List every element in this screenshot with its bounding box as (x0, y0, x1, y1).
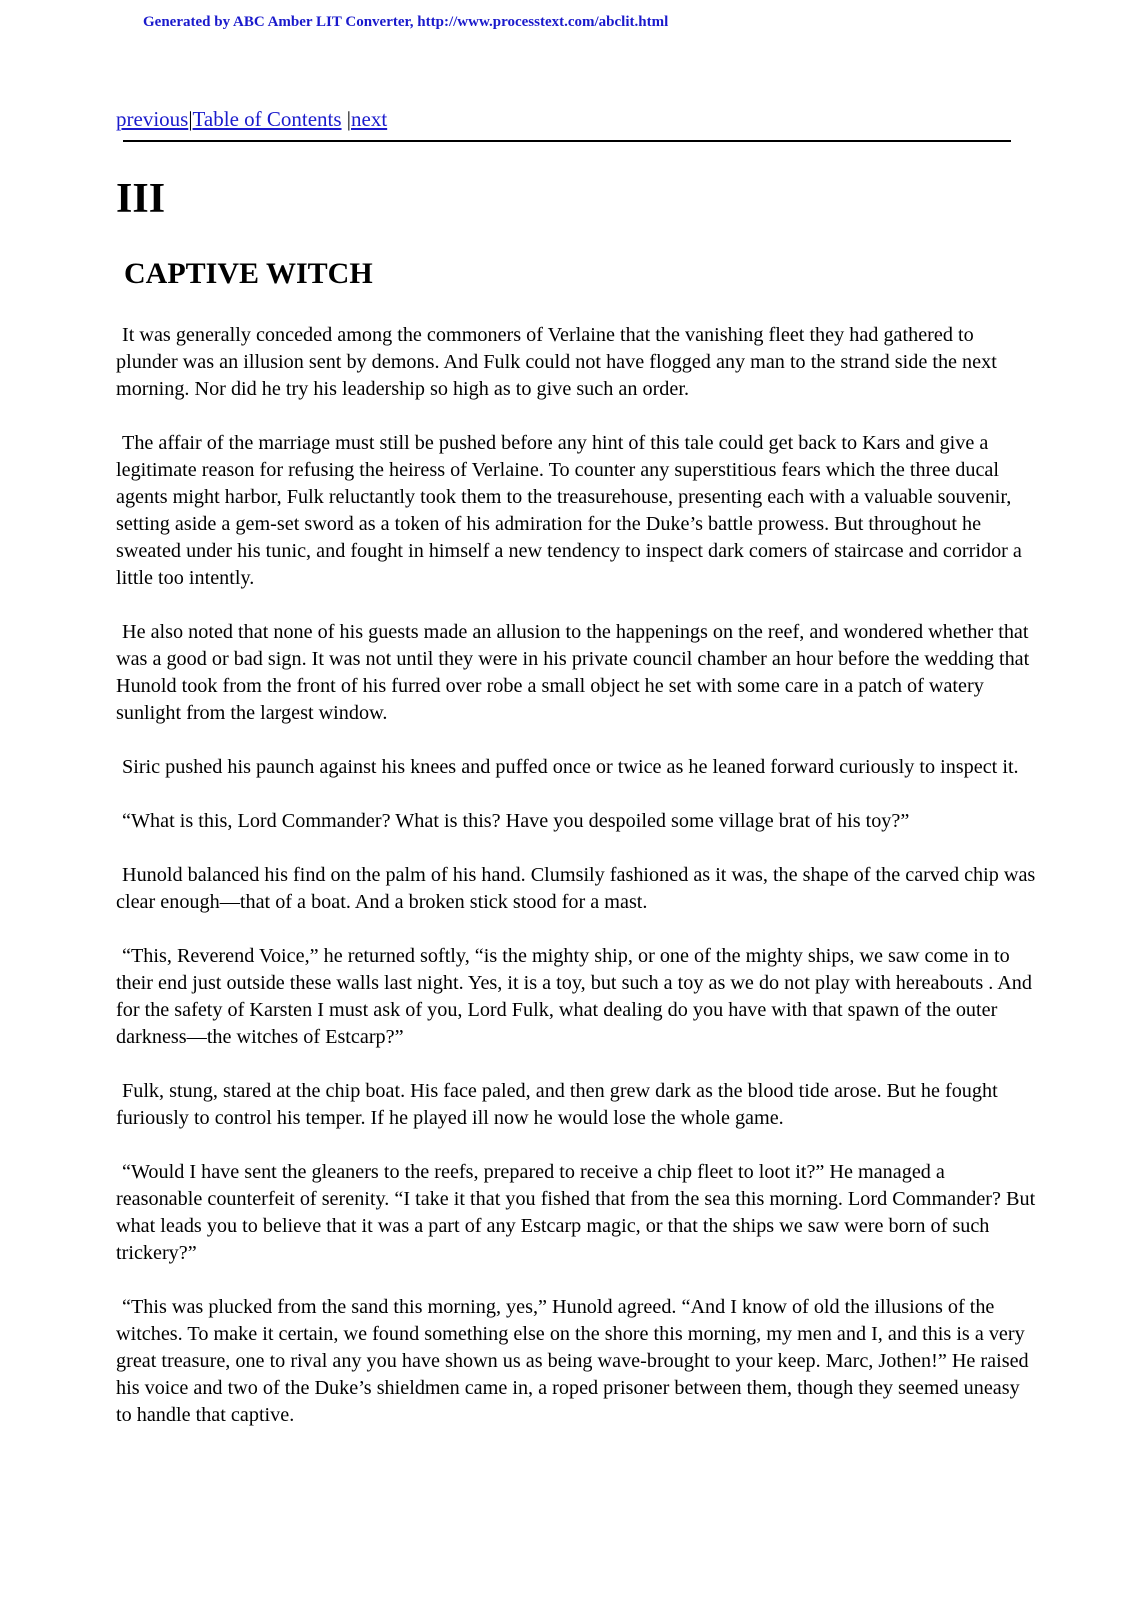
paragraph: “This, Reverend Voice,” he returned softly, “is the mighty ship, or one of the mighty ships, we saw come in to their end just outside these walls last night. Yes, it is a toy, but such a toy as we do not play with hereabouts . And for the safety of Karsten I must ask of you, Lord Fulk, what dealing do you have with that spawn of the outer darkness—the witches of Estcarp?” (116, 945, 1032, 1048)
horizontal-rule (123, 140, 1011, 142)
paragraph: Fulk, stung, stared at the chip boat. His face paled, and then grew dark as the blood tide arose. But he fought furiously to control his temper. If he played ill now he would lose the whole game. (116, 1080, 998, 1129)
nav-separator: | (341, 107, 352, 131)
paragraph: “This was plucked from the sand this morning, yes,” Hunold agreed. “And I know of old the illusions of the witches. To make it certain, we found something else on the shore this morning, my men and I, and this is a very great treasure, one to rival any you have shown us as being wave-brought to your keep. Marc, Jothen!” He raised his voice and two of the Duke’s shieldmen came in, a roped prisoner between them, though they seemed uneasy to handle that captive. (116, 1296, 1029, 1426)
paragraph: The affair of the marriage must still be pushed before any hint of this tale could get back to Kars and give a legitimate reason for refusing the heiress of Verlaine. To counter any superstitious fears which the three ducal agents might harbor, Fulk reluctantly took them to the treasurehouse, presenting each with a valuable souvenir, setting aside a gem-set sword as a token of his admiration for the Duke’s battle prowess. But throughout he sweated under his tunic, and fought in himself a new tendency to inspect dark comers of staircase and corridor a little too intently. (116, 432, 1022, 589)
paragraph: “What is this, Lord Commander? What is this? Have you despoiled some village brat of his toy?” (122, 810, 910, 832)
chapter-number: III (116, 176, 166, 222)
paragraph: Hunold balanced his find on the palm of his hand. Clumsily fashioned as it was, the shape of the carved chip was clear enough—that of a boat. And a broken stick stood for a mast. (116, 864, 1036, 913)
previous-link[interactable]: previous (116, 107, 189, 131)
chapter-body (116, 322, 1036, 1456)
chapter-title: CAPTIVE WITCH (124, 257, 373, 290)
paragraph: “Would I have sent the gleaners to the reefs, prepared to receive a chip fleet to loot it?” He managed a reasonable counterfeit of serenity. “I take it that you fished that from the sea this morning. Lord Commander? But what leads you to believe that it was a part of any Estcarp magic, or that the ships we saw were born of such trickery?” (116, 1161, 1036, 1264)
generator-banner: Generated by ABC Amber LIT Converter, http://www.processtext.com/abclit.html (143, 14, 669, 30)
paragraph: He also noted that none of his guests made an allusion to the happenings on the reef, and wondered whether that was a good or bad sign. It was not until they were in his private council chamber an hour before the wedding that Hunold took from the front of his furred over robe a small object he set with some care in a patch of watery sunlight from the largest window. (116, 621, 1030, 724)
chapter-navigation (116, 107, 387, 132)
next-link[interactable]: next (351, 107, 388, 131)
paragraph: Siric pushed his paunch against his knees and puffed once or twice as he leaned forward curiously to inspect it. (122, 756, 1019, 778)
nav-separator: | (188, 107, 193, 131)
paragraph: It was generally conceded among the commoners of Verlaine that the vanishing fleet they had gathered to plunder was an illusion sent by demons. And Fulk could not have flogged any man to the strand side the next morning. Nor did he try his leadership so high as to give such an order. (116, 324, 997, 400)
table-of-contents-link[interactable]: Table of Contents (192, 107, 342, 131)
